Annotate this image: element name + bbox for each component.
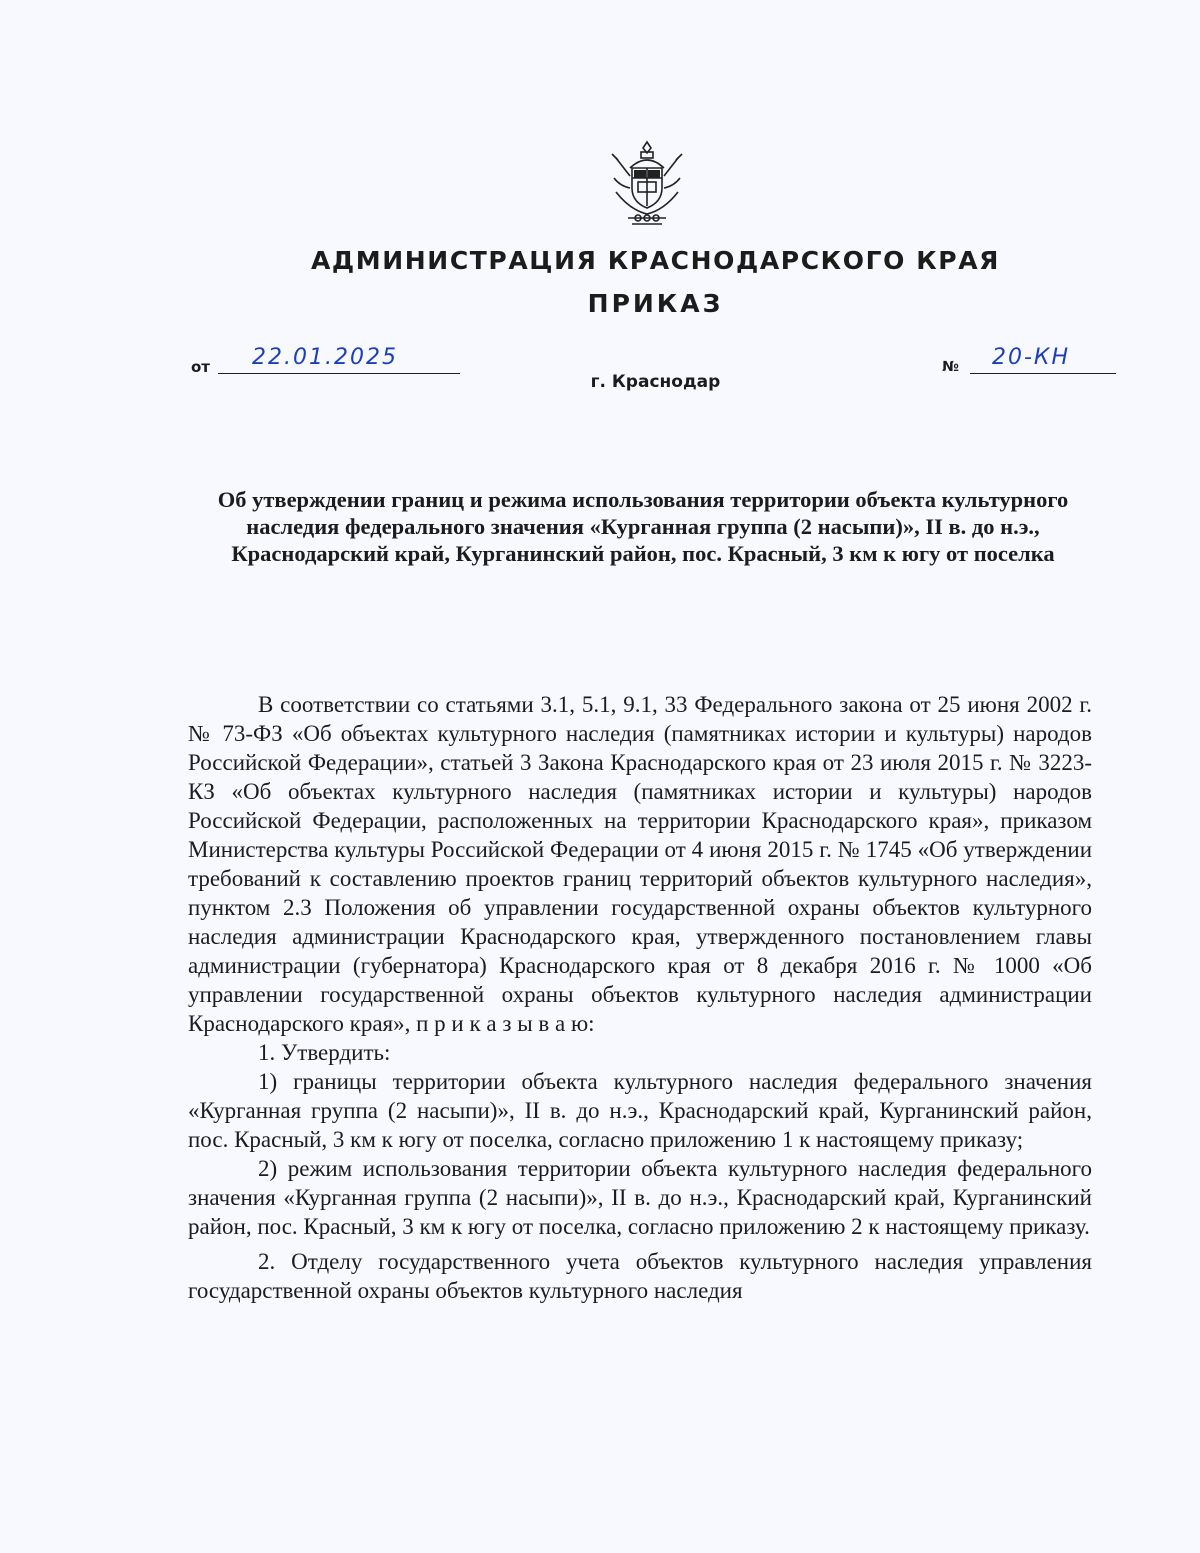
coat-of-arms-icon [608, 138, 686, 228]
document-body [188, 690, 1092, 1305]
organization-title: АДМИНИСТРАЦИЯ КРАСНОДАРСКОГО КРАЯ [310, 246, 1001, 275]
item-1: 1. Утвердить: [258, 1040, 391, 1065]
city-line: г. Краснодар [590, 372, 721, 392]
number-handwritten: 20-КН [992, 345, 1071, 370]
number-label: № [942, 359, 959, 375]
number-underline [970, 373, 1116, 374]
item-2: 2. Отделу государственного учета объектов культурного наследия управления государственной охраны объектов культурного наследия [188, 1249, 1092, 1303]
preamble-paragraph: В соответствии со статьями 3.1, 5.1, 9.1, 33 Федерального закона от 25 июня 2002 г. № 73-ФЗ «Об объектах культурного наследия (памятниках истории и культуры) народов Российской Федерации», статьей 3 Закона Краснодарского края от 23 июля 2015 г. № 3223-КЗ «Об объектах культурного наследия (памятниках истории и культуры) народов Российской Федерации, расположенных на территории Краснодарского края», приказом Министерства культуры Российской Федерации от 4 июня 2015 г. № 1745 «Об утверждении требований к составлению проектов границ территорий объектов культурного наследия», пунктом 2.3 Положения об управлении государственной охраны объектов культурного наследия администрации Краснодарского края, утвержденного постановлением главы администрации (губернатора) Краснодарского края от 8 декабря 2016 г. № 1000 «Об управлении государственной охраны объектов культурного наследия администрации Краснодарского края», п р и к а з ы в а ю: [188, 692, 1092, 1036]
document-subject: Об утверждении границ и режима использования территории объекта культурного наследия федерального значения «Курганная группа (2 насыпи)», II в. до н.э., Краснодарский край, Курганинский район, пос. Красный, 3 км к югу от поселка [217, 487, 1069, 566]
document-type: ПРИКАЗ [587, 289, 724, 318]
date-handwritten: 22.01.2025 [252, 345, 398, 370]
item-1-1: 1) границы территории объекта культурного наследия федерального значения «Курганная группа (2 насыпи)», II в. до н.э., Краснодарский край, Курганинский район, пос. Красный, 3 км к югу от поселка, согласно приложению 1 к настоящему приказу; [188, 1069, 1092, 1152]
item-1-2: 2) режим использования территории объекта культурного наследия федерального значения «Курганная группа (2 насыпи)», II в. до н.э., Краснодарский край, Курганинский район, пос. Красный, 3 км к югу от поселка, согласно приложению 2 к настоящему приказу. [188, 1156, 1092, 1239]
date-label: от [191, 358, 210, 376]
